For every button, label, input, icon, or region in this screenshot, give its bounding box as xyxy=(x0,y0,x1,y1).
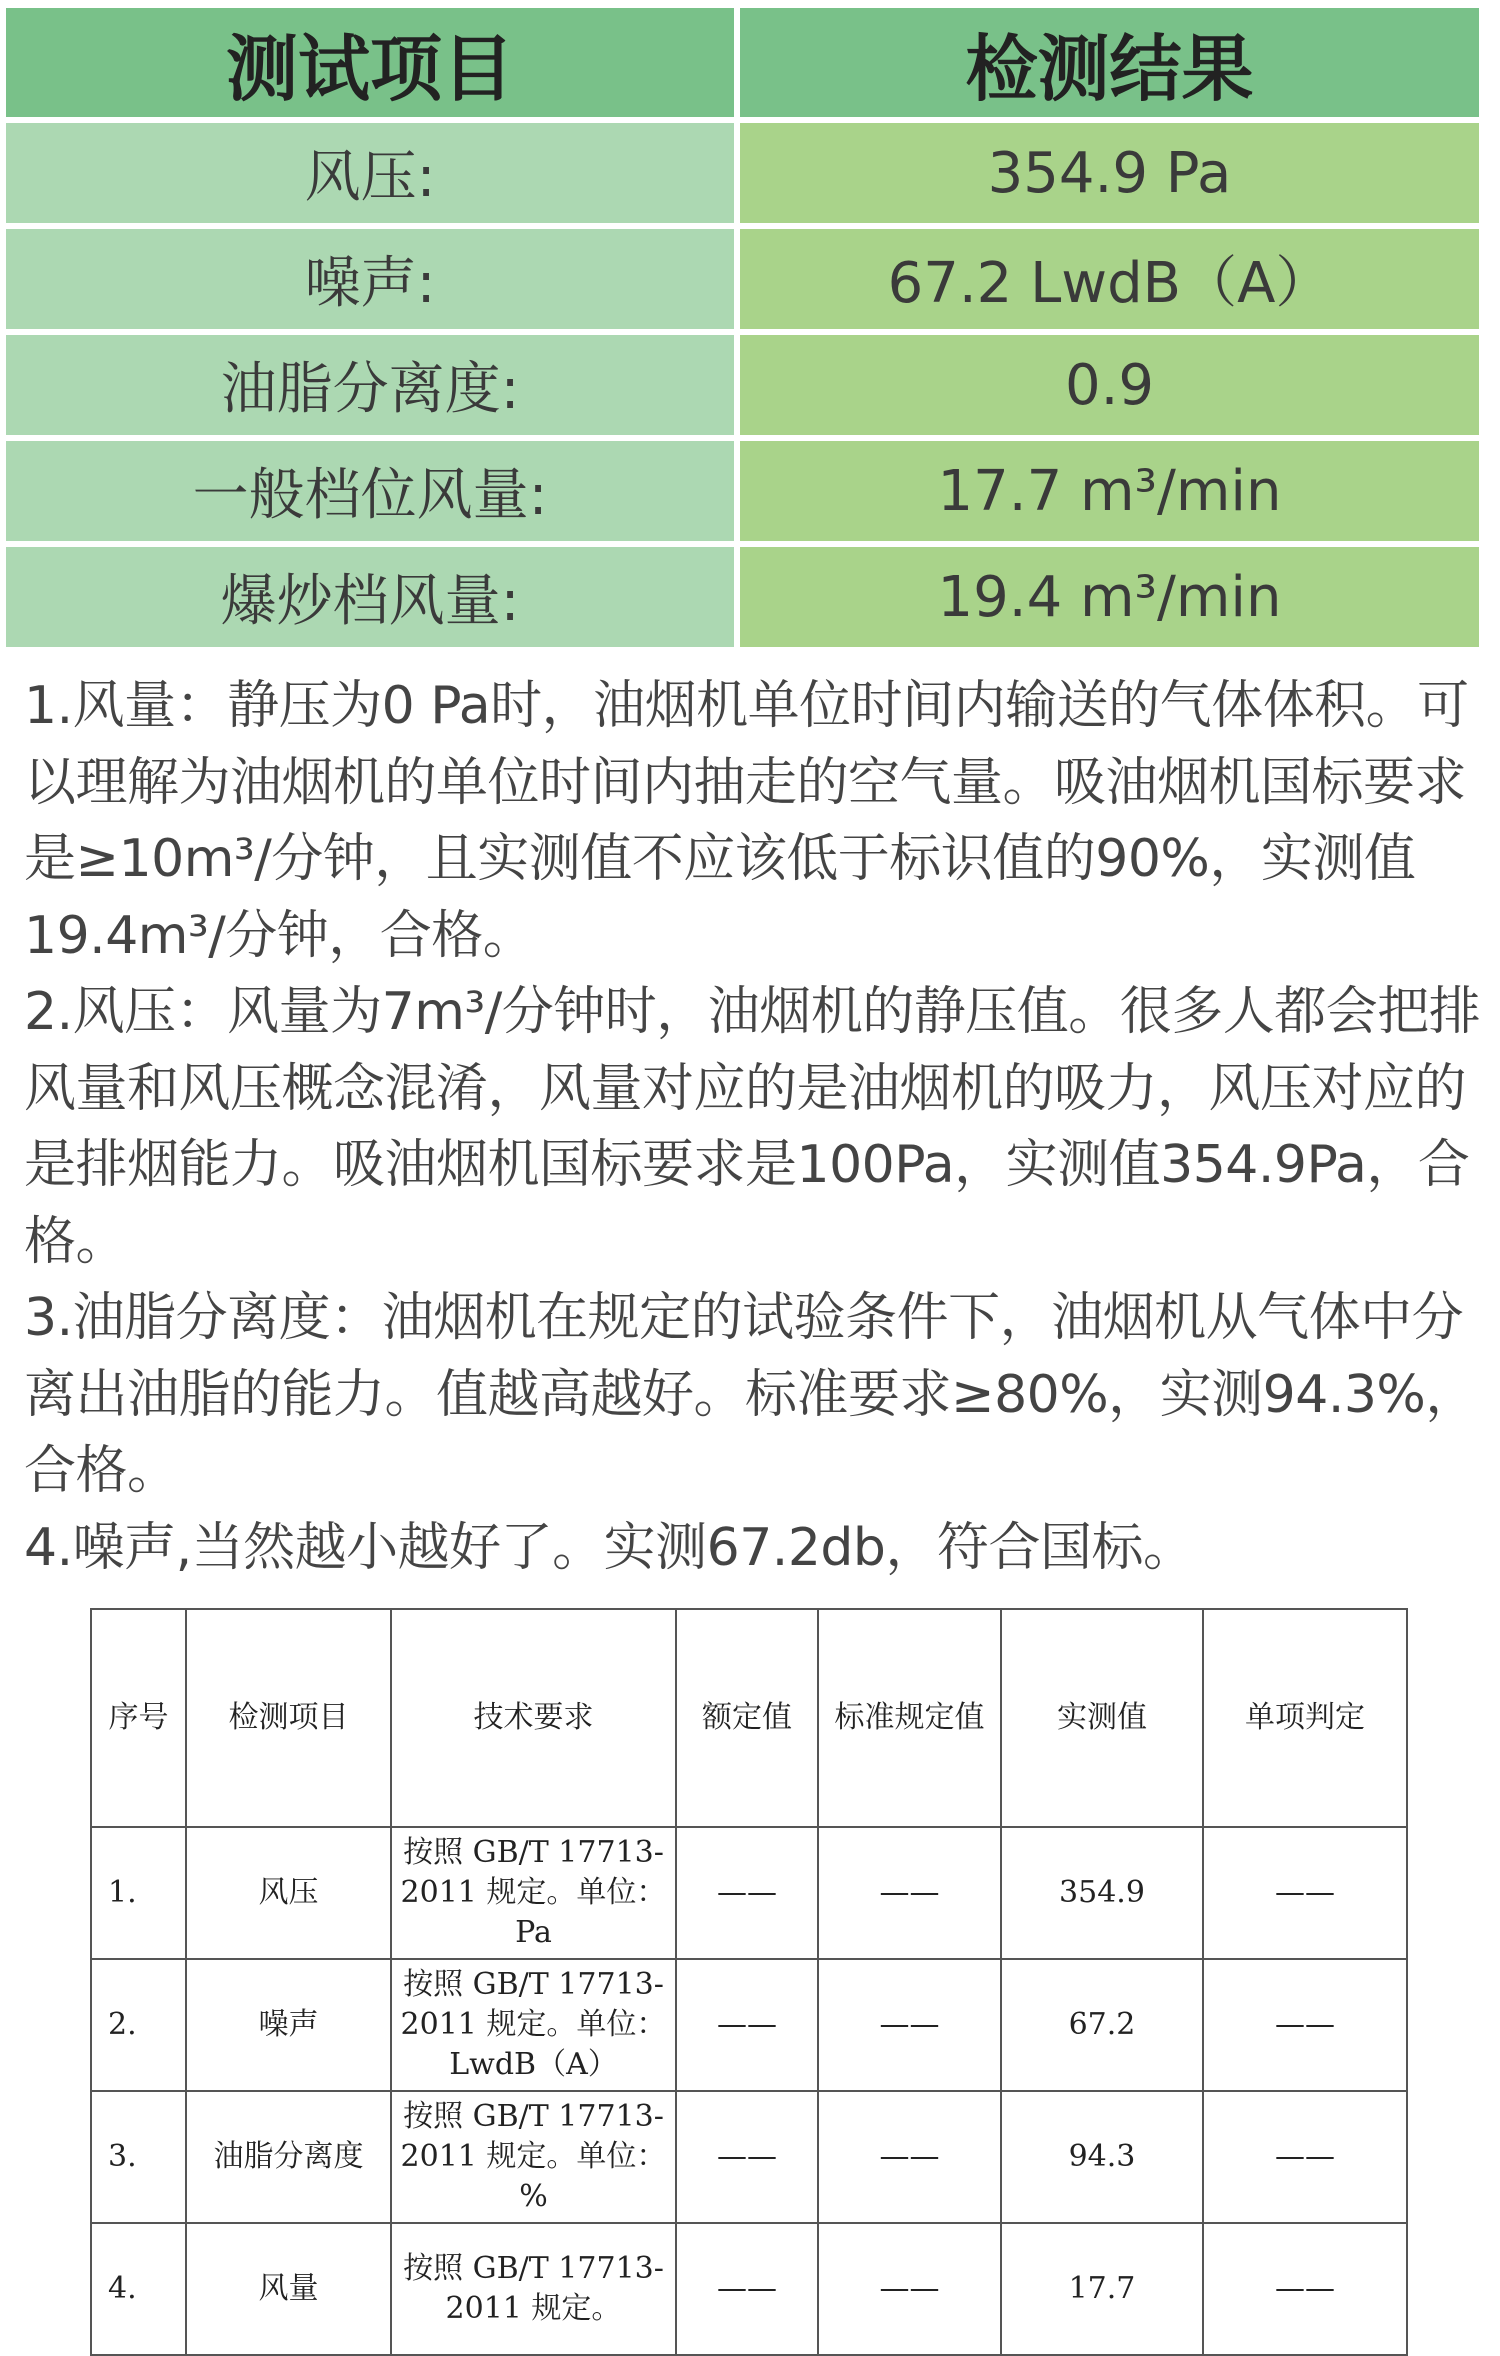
row-verdict: —— xyxy=(1203,2091,1407,2223)
row-verdict: —— xyxy=(1203,2223,1407,2355)
row-index: 4. xyxy=(91,2223,186,2355)
header-test-result: 检测结果 xyxy=(740,8,1479,117)
spec-header-requirement: 技术要求 xyxy=(391,1609,676,1827)
spec-table xyxy=(90,1608,1408,2356)
row-rated: —— xyxy=(676,2091,818,2223)
spec-header-index: 序号 xyxy=(91,1609,186,1827)
header-test-item: 测试项目 xyxy=(6,8,734,117)
spec-header-verdict: 单项判定 xyxy=(1203,1609,1407,1827)
note-noise: 4.噪声,当然越小越好了。实测67.2db，符合国标。 xyxy=(24,1517,1195,1578)
row-item: 噪声 xyxy=(186,1959,391,2091)
row-verdict: —— xyxy=(1203,1827,1407,1959)
spec-header-measured: 实测值 xyxy=(1001,1609,1203,1827)
note-grease-separation: 3.油脂分离度：油烟机在规定的试验条件下，油烟机从气体中分离出油脂的能力。值越高越好。标准要求≥80%，实测94.3%，合格。 xyxy=(24,1288,1477,1501)
row-standard: —— xyxy=(818,1959,1001,2091)
summary-label: 风压: xyxy=(6,123,734,223)
summary-row xyxy=(6,335,1479,435)
table-row xyxy=(91,2091,1407,2223)
row-standard: —— xyxy=(818,2091,1001,2223)
summary-value: 354.9 Pa xyxy=(740,123,1479,223)
row-index: 3. xyxy=(91,2091,186,2223)
table-row xyxy=(91,2223,1407,2355)
summary-label: 噪声: xyxy=(6,229,734,329)
row-index: 1. xyxy=(91,1827,186,1959)
summary-label: 一般档位风量: xyxy=(6,441,734,541)
summary-value: 19.4 m³/min xyxy=(740,547,1479,647)
row-requirement: 按照 GB/T 17713-2011 规定。 xyxy=(391,2223,676,2355)
summary-value: 17.7 m³/min xyxy=(740,441,1479,541)
row-item: 油脂分离度 xyxy=(186,2091,391,2223)
spec-header-rated: 额定值 xyxy=(676,1609,818,1827)
summary-table xyxy=(0,2,1485,653)
row-rated: —— xyxy=(676,1827,818,1959)
row-item: 风量 xyxy=(186,2223,391,2355)
notes-section xyxy=(24,668,1494,1586)
row-standard: —— xyxy=(818,2223,1001,2355)
summary-row xyxy=(6,441,1479,541)
row-requirement: 按照 GB/T 17713-2011 规定。单位：LwdB（A） xyxy=(391,1959,676,2091)
summary-value: 0.9 xyxy=(740,335,1479,435)
row-rated: —— xyxy=(676,1959,818,2091)
row-standard: —— xyxy=(818,1827,1001,1959)
row-measured: 354.9 xyxy=(1001,1827,1203,1959)
summary-value: 67.2 LwdB（A） xyxy=(740,229,1479,329)
note-pressure: 2.风压：风量为7m³/分钟时，油烟机的静压值。很多人都会把排风量和风压概念混淆，风量对应的是油烟机的吸力，风压对应的是排烟能力。吸油烟机国标要求是100Pa，实测值354.9Pa，合格。 xyxy=(24,982,1481,1272)
row-verdict: —— xyxy=(1203,1959,1407,2091)
note-airflow: 1.风量：静压为0 Pa时，油烟机单位时间内输送的气体体积。可以理解为油烟机的单位时间内抽走的空气量。吸油烟机国标要求是≥10m³/分钟，且实测值不应该低于标识值的90%，实测值19.4m³/分钟，合格。 xyxy=(24,676,1469,966)
summary-row xyxy=(6,229,1479,329)
row-measured: 17.7 xyxy=(1001,2223,1203,2355)
table-row xyxy=(91,1827,1407,1959)
summary-header-row xyxy=(6,8,1479,117)
spec-header-standard: 标准规定值 xyxy=(818,1609,1001,1827)
summary-label: 油脂分离度: xyxy=(6,335,734,435)
row-index: 2. xyxy=(91,1959,186,2091)
summary-row xyxy=(6,123,1479,223)
row-measured: 94.3 xyxy=(1001,2091,1203,2223)
table-row xyxy=(91,1959,1407,2091)
row-requirement: 按照 GB/T 17713-2011 规定。单位：Pa xyxy=(391,1827,676,1959)
spec-header-row xyxy=(91,1609,1407,1827)
row-rated: —— xyxy=(676,2223,818,2355)
spec-header-item: 检测项目 xyxy=(186,1609,391,1827)
row-item: 风压 xyxy=(186,1827,391,1959)
summary-label: 爆炒档风量: xyxy=(6,547,734,647)
row-requirement: 按照 GB/T 17713-2011 规定。单位：% xyxy=(391,2091,676,2223)
summary-row xyxy=(6,547,1479,647)
row-measured: 67.2 xyxy=(1001,1959,1203,2091)
